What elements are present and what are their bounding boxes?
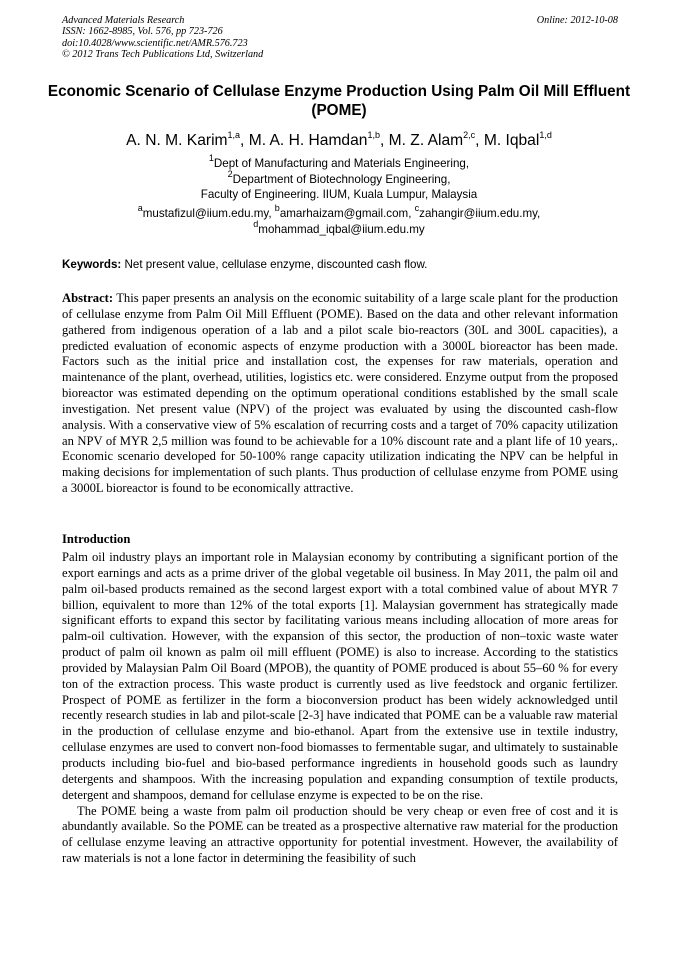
author-affil-sup: 1,b xyxy=(367,129,380,140)
author-emails xyxy=(40,203,638,237)
paragraph: The POME being a waste from palm oil production should be very cheap or even free of cost and it is abundantly available. So the POME can be treated as a prospective alternative raw material for the production of cellulase enzyme leaving an attractive opportunity for potential investment. However, the availability of raw materials is not a lone factor in determining the feasibility of such xyxy=(62,803,618,866)
affiliation-1 xyxy=(40,153,638,172)
abstract-text: This paper presents an analysis on the economic suitability of a large scale plant for the production of cellulase enzyme from Palm Oil Mill Effluent (POME). Based on the data and other relevant information gathered from indigenous operation of a lab and a pilot scale bio-reactors (30L and 300L capacities), a predicted evaluation of economic aspects of enzyme production with a 3000L bioreactor has been made. Factors such as the initial price and installation cost, the expenses for raw materials, operation and maintenance of the plant, overhead, utilities, logistics etc. were considered. Enzyme output from the proposed bioreactor was estimated depending on the optimum operational conditions established by the small scale investigation. Net present value (NPV) of the project was evaluated by using the discounted cash-flow analysis. With a conservative view of 5% escalation of recurring costs and a target of 70% capacity utilization an NPV of MYR 2,5 million was found to be achievable for a 10% discount rate and a plant life of 10 years,. Economic scenario developed for 50-100% range capacity utilization indicating the NPV can be helpful in making decisions for implementation of such plants. Thus production of cellulase enzyme from POME using a 3000L bioreactor is found to be economically attractive. xyxy=(62,291,618,496)
affiliation-text: Department of Biotechnology Engineering, xyxy=(232,172,451,186)
author-name: M. Z. Alam xyxy=(388,132,464,149)
email-link[interactable]: mustafizul@iium.edu.my, xyxy=(142,207,275,220)
online-date: Online: 2012-10-08 xyxy=(536,15,618,26)
keywords xyxy=(62,257,618,272)
author-separator: , xyxy=(475,132,484,149)
email-sup: a xyxy=(137,203,143,214)
paper-title: Economic Scenario of Cellulase Enzyme Production Using Palm Oil Mill Effluent (POME) xyxy=(47,83,631,119)
abstract xyxy=(62,291,618,497)
introduction-body xyxy=(62,550,618,867)
author-name: A. N. M. Karim xyxy=(126,132,228,149)
issn-line: ISSN: 1662-8985, Vol. 576, pp 723-726 xyxy=(62,26,223,38)
paragraph: Palm oil industry plays an important role in Malaysian economy by contributing a significant portion of the export earnings and acts as a prime driver of the global vegetable oil business. In May 2011, the palm oil and palm oil-based products remained as the second largest export with a total combined value of about MYR 7 billion, equivalent to more than 12% of the total exports [1]. Malaysian government has strategically made significant efforts to expand this sector by facilitating various means including allocation of more areas for palm-oil cultivation. However, with the expansion of this sector, the production of non–toxic waste water product of palm oil known as palm oil mill effluent (POME) is also to increase. According to the statistics provided by Malaysian Palm Oil Board (MPOB), the quantity of POME produced is about 55–60 % for every ton of the extraction process. This waste product is currently used as live feedstock and organic fertilizer. Prospect of POME as fertilizer in the form a bioconversion product has been widely acknowledged until recently research studies in lab and pilot-scale [2-3] have indicated that POME can be a valuable raw material in the production of cellulase enzyme and bio-ethanol. Apart from the extensive use in textile industry, cellulase enzymes are used to convert non-food biomasses to fermentable sugar, and ultimately to sustainable products including bio-fuel and bio-based performance ingredients in household goods such as laundry detergents and shampoos. With the increasing population and expanding consumption of textile products, detergent and shampoos, demand for cellulase enzyme is expected to be on the rise. xyxy=(62,550,618,802)
email-sup: d xyxy=(253,218,259,229)
author-affil-sup: 1,a xyxy=(227,129,241,140)
email-line-1 xyxy=(40,203,638,222)
author-name: M. A. H. Hamdan xyxy=(248,132,368,149)
author-list xyxy=(40,131,638,151)
email-link[interactable]: mohammad_iqbal@iium.edu.my xyxy=(258,222,425,236)
email-line-2 xyxy=(40,218,638,238)
journal-name: Advanced Materials Research xyxy=(62,15,185,26)
email-sup: b xyxy=(274,203,280,214)
affiliation-2 xyxy=(40,168,638,188)
author-affil-sup: 1,d xyxy=(539,129,552,140)
email-link[interactable]: zahangir@iium.edu.my, xyxy=(419,207,541,220)
author-separator: , xyxy=(240,132,249,149)
email-sup: c xyxy=(414,203,420,214)
doi-line: doi:10.4028/www.scientific.net/AMR.576.723 xyxy=(62,37,248,49)
affiliation-text: Dept of Manufacturing and Materials Engineering, xyxy=(213,157,470,170)
abstract-label: Abstract: xyxy=(62,291,114,305)
section-heading-introduction: Introduction xyxy=(62,532,131,546)
email-link[interactable]: amarhaizam@gmail.com, xyxy=(279,207,415,220)
affiliations xyxy=(40,153,638,203)
affiliation-sup: 1 xyxy=(208,153,214,164)
affiliation-3: Faculty of Engineering. IIUM, Kuala Lumpur, Malaysia xyxy=(200,188,478,201)
keywords-text: Net present value, cellulase enzyme, discounted cash flow. xyxy=(121,258,428,271)
author-name: M. Iqbal xyxy=(483,132,540,149)
affiliation-sup: 2 xyxy=(227,168,233,179)
keywords-label: Keywords: xyxy=(62,258,122,271)
author-separator: , xyxy=(379,132,389,149)
author-affil-sup: 2,c xyxy=(463,129,476,140)
copyright-line: © 2012 Trans Tech Publications Ltd, Switzerland xyxy=(62,49,264,61)
journal-header xyxy=(62,15,618,61)
